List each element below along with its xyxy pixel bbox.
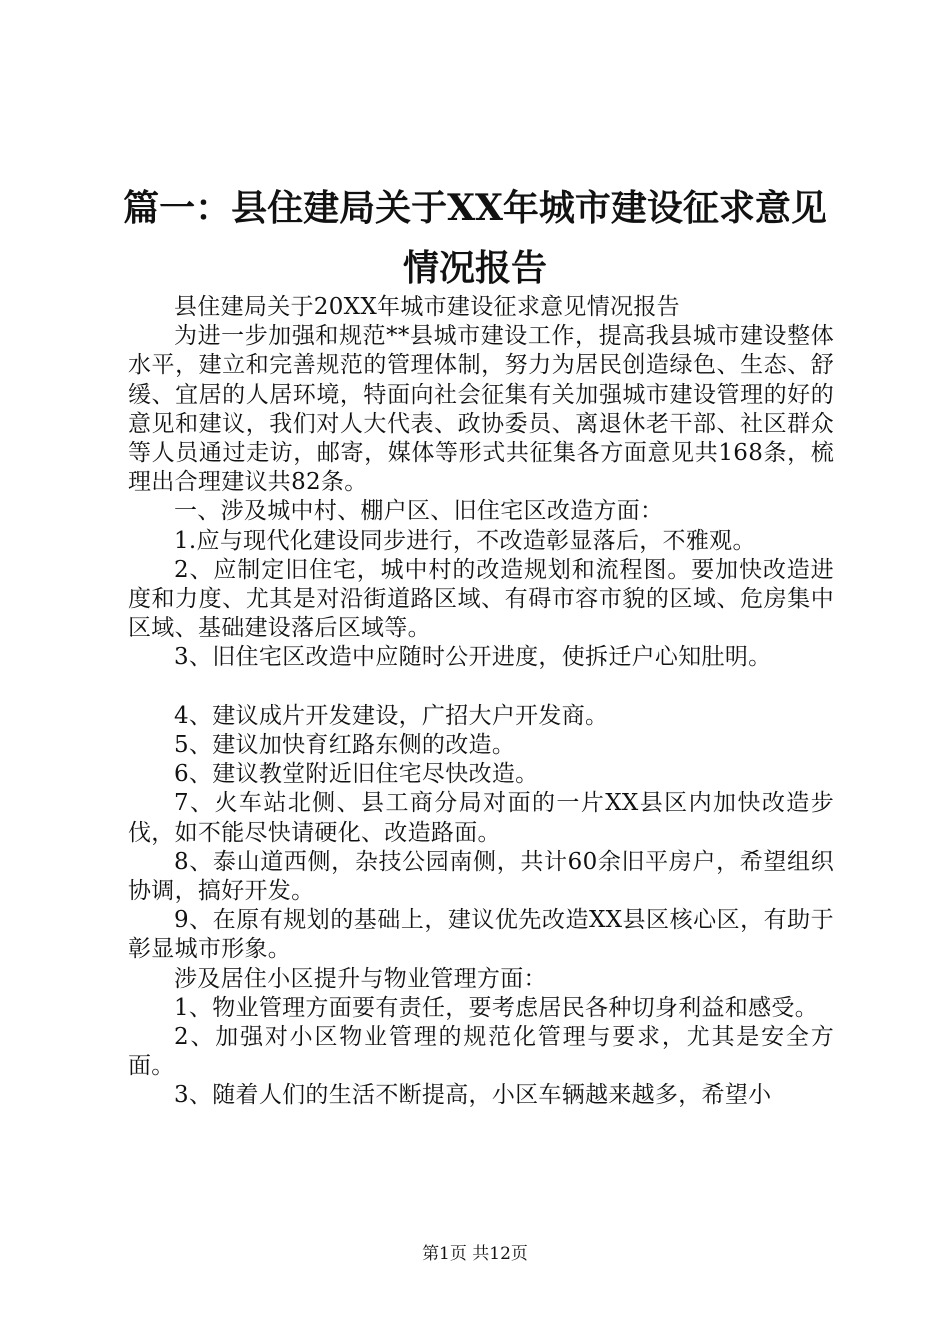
paragraph: 1、物业管理方面要有责任，要考虑居民各种切身利益和感受。 — [174, 994, 819, 1021]
document-title-line-1: 篇一：县住建局关于XX年城市建设征求意见 — [123, 187, 827, 229]
paragraph: 一、涉及城中村、棚户区、旧住宅区改造方面： — [174, 498, 664, 525]
paragraph: 7、火车站北侧、县工商分局对面的一片XX县区内加快改造步伐，如不能尽快请硬化、改造路面。 — [128, 790, 834, 846]
page-number-footer: 第1页 共12页 — [422, 1244, 528, 1264]
paragraph: 5、建议加快育红路东侧的改造。 — [174, 732, 516, 759]
paragraph: 6、建议教堂附近旧住宅尽快改造。 — [174, 761, 539, 788]
paragraph: 4、建议成片开发建设，广招大户开发商。 — [174, 702, 609, 729]
document-title-line-2: 情况报告 — [402, 247, 547, 289]
paragraph: 2、应制定旧住宅，城中村的改造规划和流程图。要加快改造进度和力度、尤其是对沿街道路区域、有碍市容市貌的区域、危房集中区域、基础建设落后区域等。 — [128, 556, 834, 642]
paragraph: 3、随着人们的生活不断提高，小区车辆越来越多，希望小 — [174, 1082, 772, 1109]
blank-line — [128, 673, 834, 702]
document-body — [128, 293, 834, 1111]
paragraph: 3、旧住宅区改造中应随时公开进度，使拆迁户心知肚明。 — [174, 644, 772, 671]
paragraph: 县住建局关于20XX年城市建设征求意见情况报告 — [174, 294, 680, 320]
paragraph: 9、在原有规划的基础上，建议优先改造XX县区核心区，有助于彰显城市形象。 — [128, 907, 834, 963]
paragraph: 1.应与现代化建设同步进行，不改造彰显落后，不雅观。 — [174, 527, 756, 554]
paragraph: 8、泰山道西侧，杂技公园南侧，共计60余旧平房户，希望组织协调，搞好开发。 — [128, 848, 834, 905]
paragraph: 2、加强对小区物业管理的规范化管理与要求，尤其是安全方面。 — [128, 1024, 834, 1080]
paragraph: 涉及居住小区提升与物业管理方面： — [174, 965, 547, 992]
paragraph: 为进一步加强和规范**县城市建设工作，提高我县城市建设整体水平，建立和完善规范的管理体制，努力为居民创造绿色、生态、舒缓、宜居的人居环境，特面向社会征集有关加强城市建设管理的好的意见和建议，我们对人大代表、政协委员、离退休老干部、社区群众等人员通过走访，邮寄，媒体等形式共征集各方面意见共168条，梳理出合理建议共82条。 — [128, 323, 834, 496]
